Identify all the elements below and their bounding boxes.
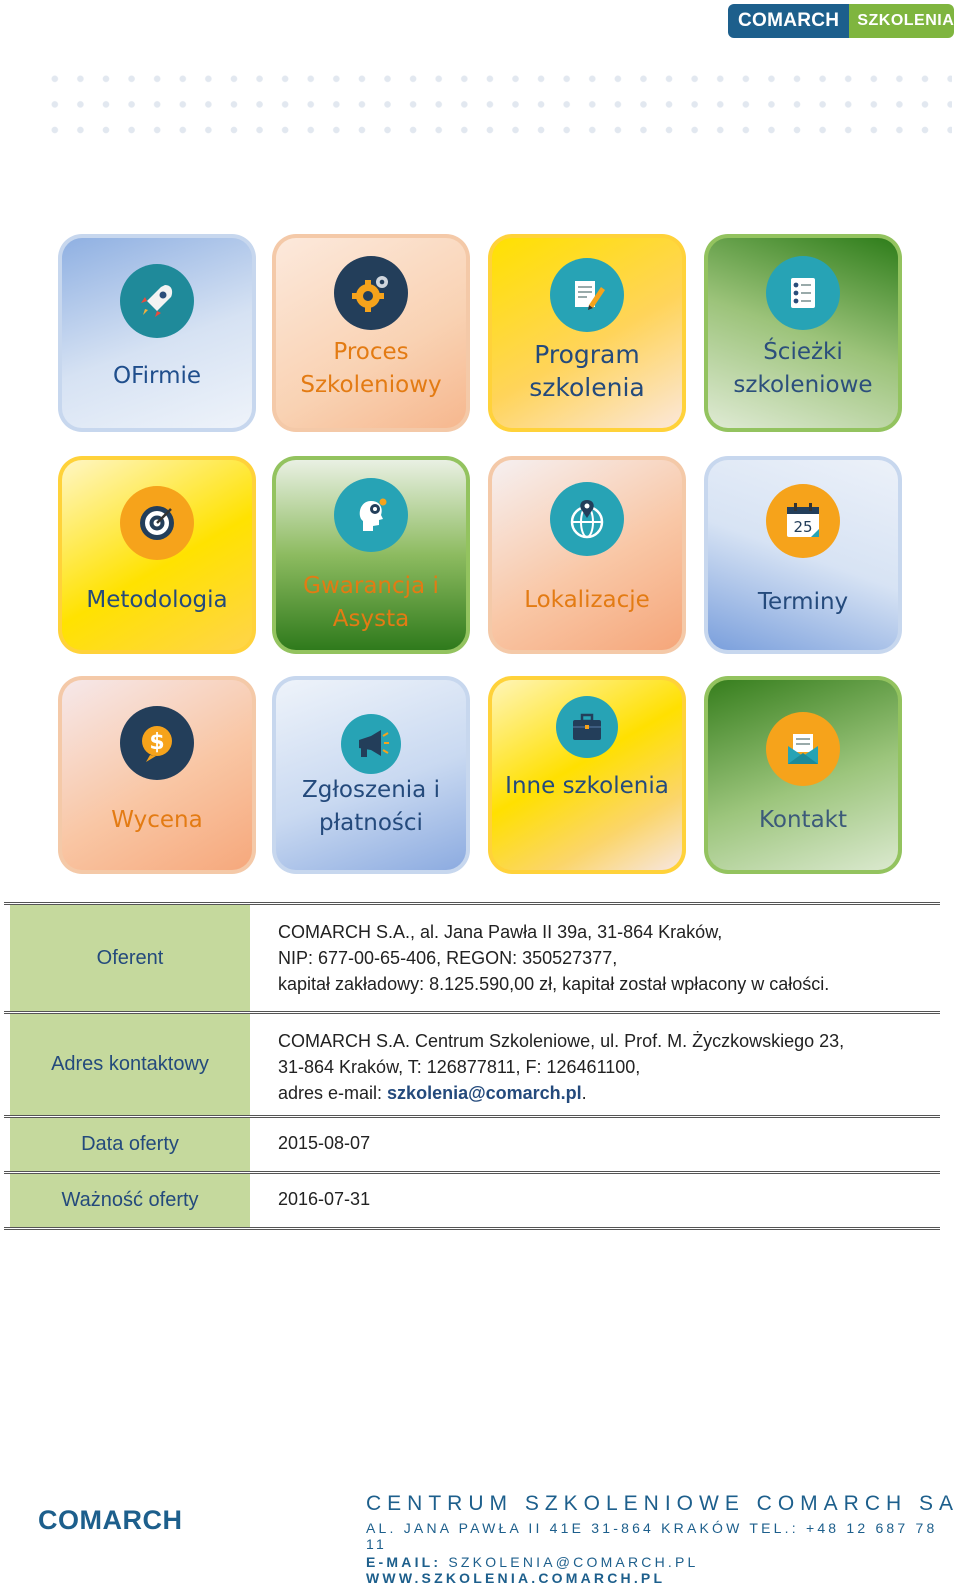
email-link[interactable]: szkolenia@comarch.pl <box>387 1083 582 1103</box>
footer-email-label: E-MAIL: <box>366 1554 442 1570</box>
comarch-szkolenia-logo[interactable] <box>728 4 954 38</box>
row-oferent <box>4 902 940 1011</box>
label-adres-kontaktowy: Adres kontaktowy <box>10 1014 250 1115</box>
footer-address-block <box>366 1492 960 1586</box>
label-waznosc-oferty: Ważność oferty <box>10 1174 250 1227</box>
row-data-oferty <box>4 1115 940 1171</box>
label-oferent: Oferent <box>10 905 250 1011</box>
tile-label: Lokalizacje <box>524 587 650 613</box>
value-adres-kontaktowy <box>250 1014 940 1115</box>
rocket-icon <box>120 264 194 338</box>
briefcase-icon <box>556 696 618 758</box>
tile-label: Metodologia <box>86 587 228 613</box>
footer-line-1: CENTRUM SZKOLENIOWE COMARCH SA <box>366 1492 960 1515</box>
email-prefix: adres e-mail: <box>278 1083 388 1103</box>
head-gear-icon <box>334 478 408 552</box>
footer-line-3 <box>366 1554 960 1586</box>
row-waznosc-oferty <box>4 1171 940 1230</box>
label-data-oferty: Data oferty <box>10 1118 250 1171</box>
oferent-line: COMARCH S.A., al. Jana Pawła II 39a, 31-864 Kraków, <box>278 922 723 942</box>
decorative-dot-grid <box>42 66 952 146</box>
logo-main: COMARCH <box>728 4 849 38</box>
globe-pin-icon <box>550 482 624 556</box>
tile-label: Zgłoszenia i płatności <box>302 777 440 836</box>
tile-metodologia[interactable] <box>58 456 256 654</box>
offer-info-table <box>4 902 940 1230</box>
checklist-icon <box>766 256 840 330</box>
tile-wycena[interactable] <box>58 676 256 874</box>
tile-label: Terminy <box>757 589 849 615</box>
tile-ofirmie[interactable] <box>58 234 256 432</box>
document-pen-icon <box>550 258 624 332</box>
footer-email[interactable]: SZKOLENIA@COMARCH.PL <box>448 1554 698 1570</box>
tile-terminy[interactable] <box>704 456 902 654</box>
tile-program-szkolenia[interactable] <box>488 234 686 432</box>
tile-proces-szkoleniowy[interactable] <box>272 234 470 432</box>
gears-icon <box>334 256 408 330</box>
tile-kontakt[interactable] <box>704 676 902 874</box>
footer-comarch-logo: COMARCH <box>38 1505 183 1535</box>
tile-lokalizacje[interactable] <box>488 456 686 654</box>
logo-sub: SZKOLENIA <box>849 4 954 38</box>
calendar-icon <box>766 484 840 558</box>
megaphone-icon <box>341 714 401 774</box>
tile-label: Ścieżki szkoleniowe <box>733 339 873 398</box>
tile-label: Kontakt <box>758 807 848 833</box>
tile-label: Gwarancja i Asysta <box>303 573 439 632</box>
dollar-icon <box>120 706 194 780</box>
tile-zgloszenia-i-platnosci[interactable] <box>272 676 470 874</box>
target-icon <box>120 486 194 560</box>
svg-text:$: $ <box>149 730 165 755</box>
adres-line <box>278 1080 940 1106</box>
row-adres-kontaktowy <box>4 1011 940 1115</box>
tile-sciezki-szkoleniowe[interactable] <box>704 234 902 432</box>
adres-line: COMARCH S.A. Centrum Szkoleniowe, ul. Prof. M. Życzkowskiego 23, <box>278 1031 845 1051</box>
oferent-line: NIP: 677-00-65-406, REGON: 350527377, <box>278 948 618 968</box>
value-data-oferty: 2015-08-07 <box>278 1133 371 1153</box>
email-suffix: . <box>581 1083 587 1103</box>
tile-label: Proces Szkoleniowy <box>300 339 442 398</box>
tile-label: OFirmie <box>112 363 202 389</box>
tile-inne-szkolenia[interactable] <box>488 676 686 874</box>
envelope-icon <box>766 712 840 786</box>
footer-line-2: AL. JANA PAWŁA II 41E 31-864 KRAKÓW TEL.: +48 12 687 78 11 <box>366 1520 938 1552</box>
tile-label: Inne szkolenia <box>505 773 669 799</box>
value-oferent <box>250 905 940 1011</box>
oferent-line: kapitał zakładowy: 8.125.590,00 zł, kapitał został wpłacony w całości. <box>278 974 830 994</box>
calendar-day: 25 <box>793 518 813 536</box>
adres-line: 31-864 Kraków, T: 126877811, F: 126461100, <box>278 1057 641 1077</box>
footer-website[interactable]: WWW.SZKOLENIA.COMARCH.PL <box>366 1570 666 1586</box>
tile-label: Wycena <box>111 807 203 833</box>
value-waznosc-oferty: 2016-07-31 <box>278 1189 371 1209</box>
tile-label: Program szkolenia <box>529 340 645 402</box>
tile-gwarancja-i-asysta[interactable] <box>272 456 470 654</box>
